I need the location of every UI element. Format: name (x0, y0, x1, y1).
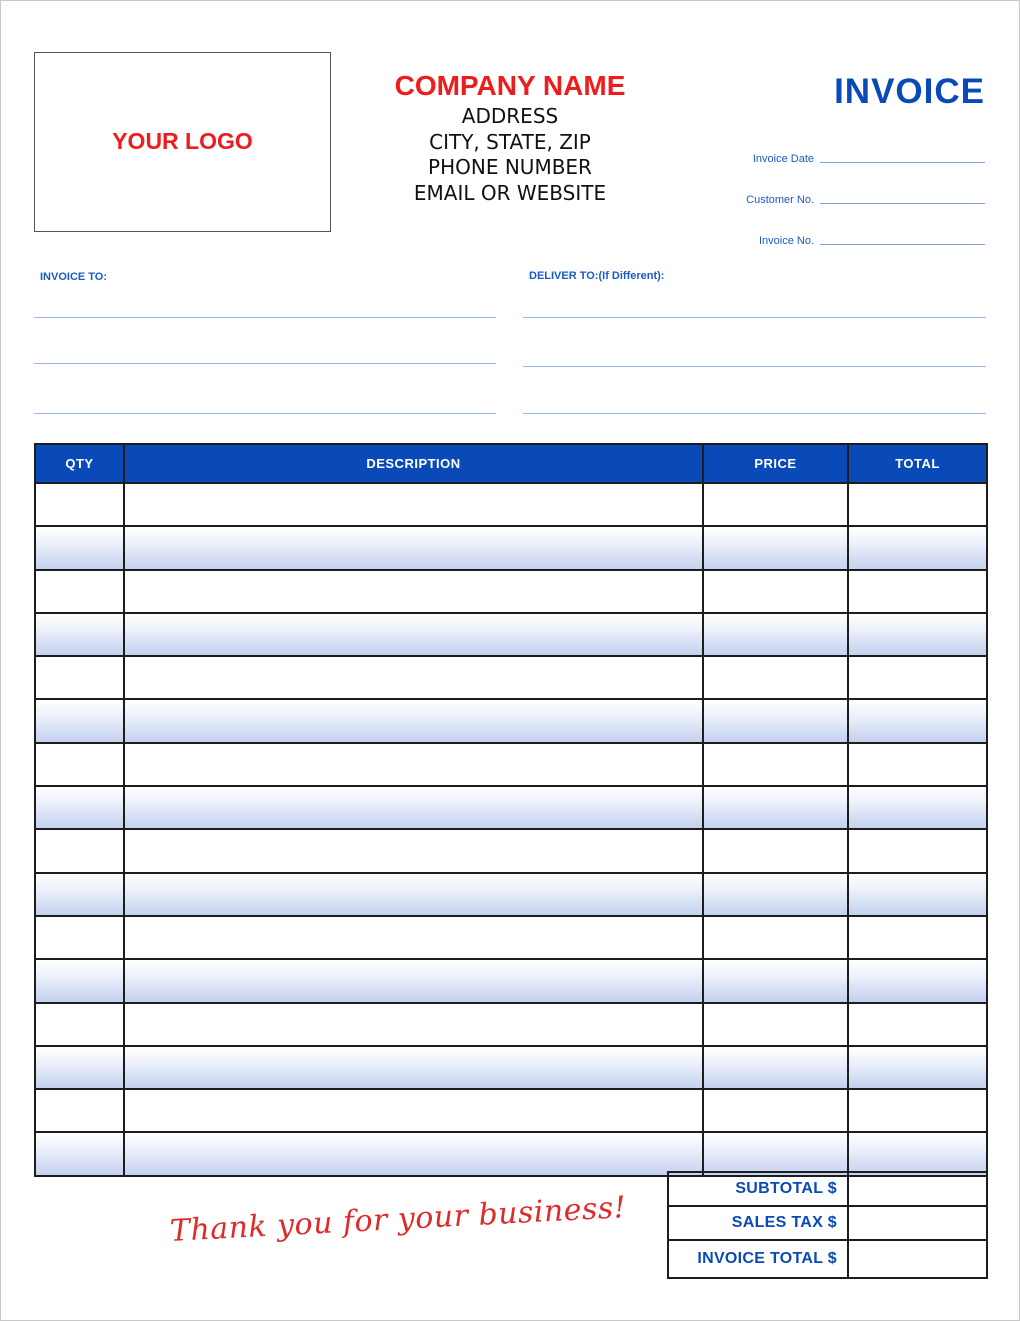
qty-cell[interactable] (35, 1003, 124, 1046)
qty-cell[interactable] (35, 526, 124, 569)
qty-cell[interactable] (35, 873, 124, 916)
table-row (35, 656, 987, 699)
invoice-total-field[interactable] (848, 1240, 987, 1278)
deliver-to-line[interactable] (523, 317, 986, 318)
sales-tax-row (668, 1206, 987, 1240)
price-cell[interactable] (703, 483, 848, 526)
deliver-to-label: DELIVER TO:(If Different): (529, 270, 665, 282)
sales-tax-field[interactable] (848, 1206, 987, 1240)
total-cell[interactable] (848, 786, 987, 829)
price-cell[interactable] (703, 526, 848, 569)
table-row (35, 873, 987, 916)
total-cell[interactable] (848, 916, 987, 959)
table-row (35, 743, 987, 786)
qty-cell[interactable] (35, 1132, 124, 1175)
price-cell[interactable] (703, 1132, 848, 1175)
invoice-date-field[interactable] (820, 162, 985, 163)
total-cell[interactable] (848, 959, 987, 1002)
description-cell[interactable] (124, 916, 703, 959)
customer-no-row (700, 186, 985, 206)
price-cell[interactable] (703, 1046, 848, 1089)
total-cell[interactable] (848, 1089, 987, 1132)
company-email-website: EMAIL OR WEBSITE (413, 180, 607, 205)
table-row (35, 829, 987, 872)
price-cell[interactable] (703, 959, 848, 1002)
table-row (35, 1046, 987, 1089)
qty-cell[interactable] (35, 1046, 124, 1089)
invoice-to-label: INVOICE TO: (40, 271, 108, 283)
price-cell[interactable] (703, 829, 848, 872)
qty-cell[interactable] (35, 656, 124, 699)
description-cell[interactable] (124, 1089, 703, 1132)
line-items-body (35, 483, 987, 1176)
sales-tax-label: SALES TAX $ (668, 1206, 848, 1240)
price-cell[interactable] (703, 656, 848, 699)
total-cell[interactable] (848, 483, 987, 526)
total-cell[interactable] (848, 656, 987, 699)
customer-no-label: Customer No. (746, 194, 814, 206)
total-cell[interactable] (848, 1132, 987, 1175)
description-cell[interactable] (124, 526, 703, 569)
description-cell[interactable] (124, 873, 703, 916)
logo-placeholder (34, 52, 331, 232)
description-cell[interactable] (124, 786, 703, 829)
customer-no-field[interactable] (820, 203, 985, 204)
deliver-to-line[interactable] (523, 366, 986, 367)
table-row (35, 916, 987, 959)
total-cell[interactable] (848, 873, 987, 916)
table-row (35, 526, 987, 569)
description-cell[interactable] (124, 1046, 703, 1089)
invoice-to-line[interactable] (34, 363, 496, 364)
table-row (35, 483, 987, 526)
description-cell[interactable] (124, 656, 703, 699)
invoice-date-row (700, 145, 985, 165)
invoice-total-row (668, 1240, 987, 1278)
price-cell[interactable] (703, 1003, 848, 1046)
qty-cell[interactable] (35, 916, 124, 959)
qty-cell[interactable] (35, 613, 124, 656)
invoice-total-label: INVOICE TOTAL $ (668, 1240, 848, 1278)
header-total: TOTAL (848, 444, 987, 483)
deliver-to-line[interactable] (523, 413, 986, 414)
description-cell[interactable] (124, 1132, 703, 1175)
line-items-table (34, 443, 988, 1177)
invoice-title: INVOICE (834, 72, 985, 111)
total-cell[interactable] (848, 1003, 987, 1046)
total-cell[interactable] (848, 526, 987, 569)
description-cell[interactable] (124, 613, 703, 656)
company-info (360, 68, 660, 206)
price-cell[interactable] (703, 1089, 848, 1132)
table-row (35, 699, 987, 742)
price-cell[interactable] (703, 613, 848, 656)
total-cell[interactable] (848, 570, 987, 613)
subtotal-field[interactable] (848, 1172, 987, 1206)
table-row (35, 1003, 987, 1046)
table-header-row (35, 444, 987, 483)
total-cell[interactable] (848, 699, 987, 742)
price-cell[interactable] (703, 873, 848, 916)
table-row (35, 786, 987, 829)
price-cell[interactable] (703, 916, 848, 959)
subtotal-label: SUBTOTAL $ (668, 1172, 848, 1206)
totals-table (667, 1171, 988, 1279)
invoice-to-line[interactable] (34, 413, 496, 414)
description-cell[interactable] (124, 829, 703, 872)
qty-cell[interactable] (35, 1089, 124, 1132)
invoice-no-row (700, 227, 985, 247)
subtotal-row (668, 1172, 987, 1206)
qty-cell[interactable] (35, 570, 124, 613)
company-city-state-zip: CITY, STATE, ZIP (429, 129, 591, 154)
table-row (35, 959, 987, 1002)
table-row (35, 1089, 987, 1132)
description-cell[interactable] (124, 570, 703, 613)
total-cell[interactable] (848, 743, 987, 786)
qty-cell[interactable] (35, 959, 124, 1002)
price-cell[interactable] (703, 743, 848, 786)
qty-cell[interactable] (35, 743, 124, 786)
invoice-no-field[interactable] (820, 244, 985, 245)
invoice-no-label: Invoice No. (758, 235, 814, 247)
qty-cell[interactable] (35, 699, 124, 742)
company-phone: PHONE NUMBER (428, 155, 592, 179)
invoice-date-label: Invoice Date (752, 153, 814, 165)
header-price: PRICE (703, 444, 848, 483)
description-cell[interactable] (124, 743, 703, 786)
price-cell[interactable] (703, 786, 848, 829)
logo-text: YOUR LOGO (112, 127, 253, 154)
price-cell[interactable] (703, 570, 848, 613)
company-address: ADDRESS (461, 104, 559, 128)
company-name: COMPANY NAME (394, 70, 626, 101)
description-cell[interactable] (124, 1003, 703, 1046)
total-cell[interactable] (848, 1046, 987, 1089)
header-qty: QTY (35, 444, 124, 483)
header-description: DESCRIPTION (124, 444, 703, 483)
price-cell[interactable] (703, 699, 848, 742)
description-cell[interactable] (124, 483, 703, 526)
thank-you-message: Thank you for your business! (169, 1190, 628, 1249)
table-row (35, 1132, 987, 1175)
table-row (35, 613, 987, 656)
description-cell[interactable] (124, 959, 703, 1002)
table-row (35, 570, 987, 613)
qty-cell[interactable] (35, 829, 124, 872)
qty-cell[interactable] (35, 483, 124, 526)
total-cell[interactable] (848, 829, 987, 872)
total-cell[interactable] (848, 613, 987, 656)
description-cell[interactable] (124, 699, 703, 742)
qty-cell[interactable] (35, 786, 124, 829)
invoice-to-line[interactable] (34, 317, 496, 318)
